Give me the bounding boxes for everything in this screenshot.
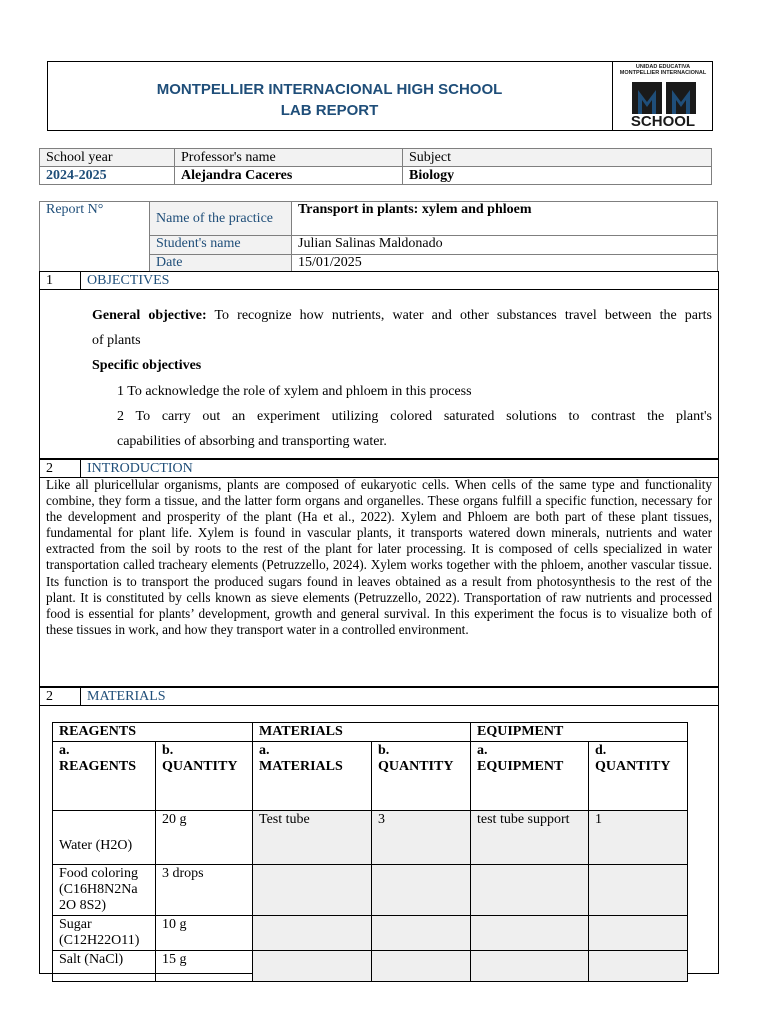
general-objective-label: General objective: xyxy=(92,308,207,323)
student-label: Student's name xyxy=(150,236,292,254)
table-row xyxy=(53,916,688,951)
table-cell xyxy=(471,865,589,916)
logo-caption xyxy=(614,64,712,76)
table-row xyxy=(53,865,688,916)
school-logo-icon xyxy=(630,80,698,116)
practice-label: Name of the practice xyxy=(150,202,292,236)
table-cell: Test tube xyxy=(253,811,372,865)
col-header-equipment-quantity xyxy=(589,742,688,811)
col-header-reagent-quantity-letter: b. xyxy=(162,743,174,758)
table-cell xyxy=(471,916,589,951)
general-objective-text-2: of plants xyxy=(92,333,141,348)
table-row xyxy=(53,811,688,865)
specific-objectives-label: Specific objectives xyxy=(92,358,202,373)
col-header-reagents-label: REAGENTS xyxy=(59,759,137,774)
report-table xyxy=(39,201,718,272)
header-divider xyxy=(612,61,613,131)
subject-value: Biology xyxy=(403,167,712,185)
table-row xyxy=(53,951,688,982)
table-cell: 3 xyxy=(372,811,471,865)
col-header-equipment-label: EQUIPMENT xyxy=(477,759,564,774)
table-cell: 3 drops xyxy=(156,865,253,916)
general-objective-text-1: To recognize how nutrients, water and other substances travel between the parts xyxy=(206,308,712,323)
professor-value: Alejandra Caceres xyxy=(175,167,403,185)
logo-caption-line1: UNIDAD EDUCATIVA xyxy=(635,64,691,70)
table-cell: 1 xyxy=(589,811,688,865)
date-label: Date xyxy=(150,254,292,271)
table-cell: Sugar (C12H22O11) xyxy=(53,916,156,951)
table-cell xyxy=(471,951,589,982)
report-row-practice xyxy=(40,202,718,236)
col-header-material-quantity-label: QUANTITY xyxy=(378,759,454,774)
specific-objective-1: 1 To acknowledge the role of xylem and phloem in this process xyxy=(117,384,472,399)
report-type-title: LAB REPORT xyxy=(280,102,379,119)
table-cell xyxy=(589,865,688,916)
introduction-title: INTRODUCTION xyxy=(87,461,193,476)
info-table xyxy=(39,148,712,185)
table-cell xyxy=(372,865,471,916)
table-cell: Salt (NaCl) xyxy=(53,951,156,982)
specific-objective-2-line1: 2 To carry out an experiment utilizing colored saturated solutions to contrast the plant's xyxy=(117,409,712,424)
info-value-row xyxy=(40,167,712,185)
logo-caption-line2: MONTPELLIER INTERNACIONAL xyxy=(619,70,707,76)
table-cell xyxy=(253,916,372,951)
table-cell: 10 g xyxy=(156,916,253,951)
objectives-number: 1 xyxy=(40,272,81,289)
col-header-reagent-quantity xyxy=(156,742,253,811)
school-year-label: School year xyxy=(40,149,175,167)
info-header-row xyxy=(40,149,712,167)
table-cell: Food coloring (C16H8N2Na 2O 8S2) xyxy=(53,865,156,916)
table-cell xyxy=(253,865,372,916)
table-cell xyxy=(372,916,471,951)
objectives-title: OBJECTIVES xyxy=(87,273,170,288)
table-cell: 20 g xyxy=(156,811,253,865)
objectives-body xyxy=(39,289,719,459)
practice-value: Transport in plants: xylem and phloem xyxy=(292,202,718,236)
col-header-reagents xyxy=(53,742,156,811)
introduction-number: 2 xyxy=(40,460,81,477)
introduction-body: Like all pluricellular organisms, plants are composed of eukaryotic cells. When cells of the same type and functionality combine, they form a tissue, and the latter form organs and organelles. These organs fulfill a specific function, necessary for the development and prosperity of the plant (Ha et al., 2022). Xylem and Phloem are both part of these plant tissues, fundamental for plant life. Xylem is found in vascular plants, it transports watered down minerals, nutrients and water extracted from the soil by roots to the rest of the plant for later processing. It is composed of cells specialized in water transportation called tracheary elements (Petruzzello, 2024). Xylem works together with the phloem, another vascular tissue. Its function is to transport the produced sugars found in leaves obtained as a result from photosynthesis to the rest of the plant. It is constituted by cells known as sieve elements (Petruzzello, 2022). Transportation of raw nutrients and processed food is essential for plants’ development, growth and general survival. In this experiment the focus is to visualize both of these tissues in work, and how they transport water in a controlled environment. xyxy=(39,476,719,687)
materials-title: MATERIALS xyxy=(87,689,166,704)
materials-table xyxy=(52,722,688,982)
table-cell xyxy=(372,951,471,982)
table-cell: Water (H2O) xyxy=(53,811,156,865)
table-cell xyxy=(253,951,372,982)
specific-objective-2-line2: capabilities of absorbing and transporting water. xyxy=(117,434,387,449)
table-cell xyxy=(589,916,688,951)
general-objective-line1 xyxy=(92,303,712,328)
table-cell: test tube support xyxy=(471,811,589,865)
table-cell: 15 g xyxy=(156,951,253,982)
col-header-materials xyxy=(253,742,372,811)
school-name: MONTPELLIER INTERNACIONAL HIGH SCHOOL xyxy=(156,81,503,98)
student-value: Julian Salinas Maldonado xyxy=(292,236,718,254)
col-header-reagents-letter: a. xyxy=(59,743,70,758)
col-header-material-quantity xyxy=(372,742,471,811)
group-header-materials: MATERIALS xyxy=(253,723,471,742)
professor-label: Professor's name xyxy=(175,149,403,167)
table-cell xyxy=(589,951,688,982)
objectives-header xyxy=(39,271,719,290)
col-header-equipment xyxy=(471,742,589,811)
col-header-material-quantity-letter: b. xyxy=(378,743,390,758)
col-header-materials-letter: a. xyxy=(259,743,270,758)
school-year-value: 2024-2025 xyxy=(40,167,175,185)
materials-number: 2 xyxy=(40,688,81,705)
col-header-materials-label: MATERIALS xyxy=(259,759,343,774)
group-header-reagents: REAGENTS xyxy=(53,723,253,742)
group-header-equipment: EQUIPMENT xyxy=(471,723,688,742)
logo-word: SCHOOL xyxy=(630,113,696,130)
materials-group-header-row xyxy=(53,723,688,742)
col-header-reagent-quantity-label: QUANTITY xyxy=(162,759,238,774)
col-header-equipment-letter: a. xyxy=(477,743,488,758)
materials-column-header-row xyxy=(53,742,688,811)
subject-label: Subject xyxy=(403,149,712,167)
col-header-equipment-quantity-label: QUANTITY xyxy=(595,759,671,774)
col-header-equipment-quantity-letter: d. xyxy=(595,743,607,758)
date-value: 15/01/2025 xyxy=(292,254,718,271)
report-number-label: Report N° xyxy=(40,202,150,272)
